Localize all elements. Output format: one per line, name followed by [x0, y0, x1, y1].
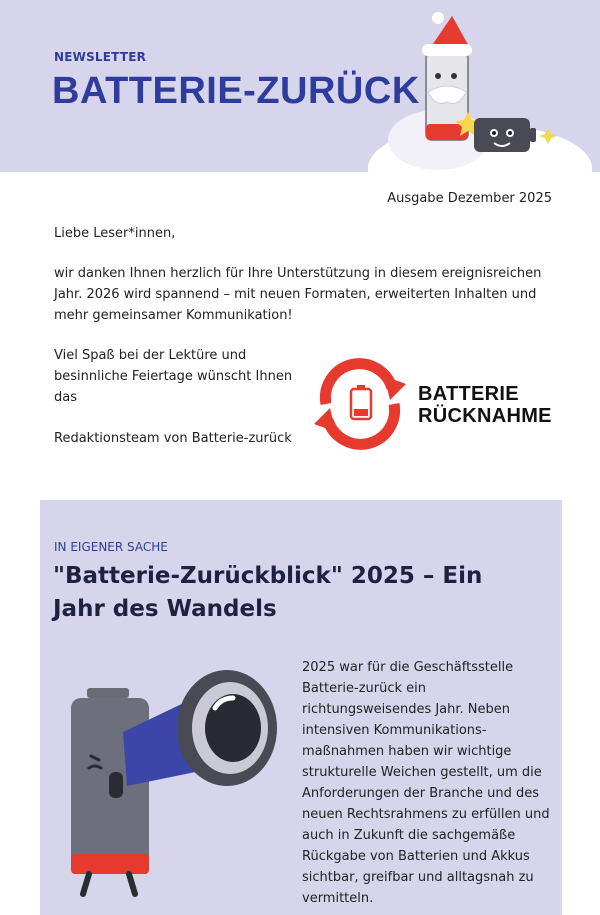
- logo-text-line1: BATTERIE: [418, 383, 519, 405]
- letter-paragraph: wir danken Ihnen herzlich für Ihre Unterstützung in diesem ereignisreichen Jahr. 2026 wird spannend – mit neuen Formaten, erweiterten Inhalten und mehr gemeinsamer Kommunikation!: [54, 266, 542, 323]
- feature-section: [40, 500, 562, 915]
- newsletter-header: [0, 0, 600, 172]
- letter-closing: Viel Spaß bei der Lektüre und besinnliche Feiertage wünscht Ihnen das: [54, 348, 293, 405]
- logo-text-line2: RÜCKNAHME: [418, 405, 552, 427]
- section-title: "Batterie-Zurückblick" 2025 – Ein Jahr des Wandels: [53, 563, 483, 622]
- letter-signature: Redaktionsteam von Batterie-zurück: [54, 431, 292, 446]
- battery-telescope-illustration: [65, 660, 297, 915]
- santa-battery-mascot-illustration: [368, 0, 600, 172]
- section-body: 2025 war für die Geschäftsstelle Batterie-zurück ein richtungsweisendes Jahr. Neben intensiven Kommunikations-maßnahmen haben wir wichtige strukturelle Weichen gestellt, um die Anforderungen der Branche und des neuen Rechtsrahmens zu erfüllen und auch in Zukunft die sachgemäße Rückgabe von Batterien und Akkus sichtbar, greifbar und alltagsnah zu vermitteln.: [302, 660, 550, 906]
- letter-greeting: Liebe Leser*innen,: [54, 226, 176, 241]
- issue-date: Ausgabe Dezember 2025: [387, 191, 552, 206]
- newsletter-title: BATTERIE-ZURÜCK: [52, 70, 420, 112]
- section-kicker: IN EIGENER SACHE: [54, 540, 168, 554]
- newsletter-kicker: NEWSLETTER: [54, 50, 147, 64]
